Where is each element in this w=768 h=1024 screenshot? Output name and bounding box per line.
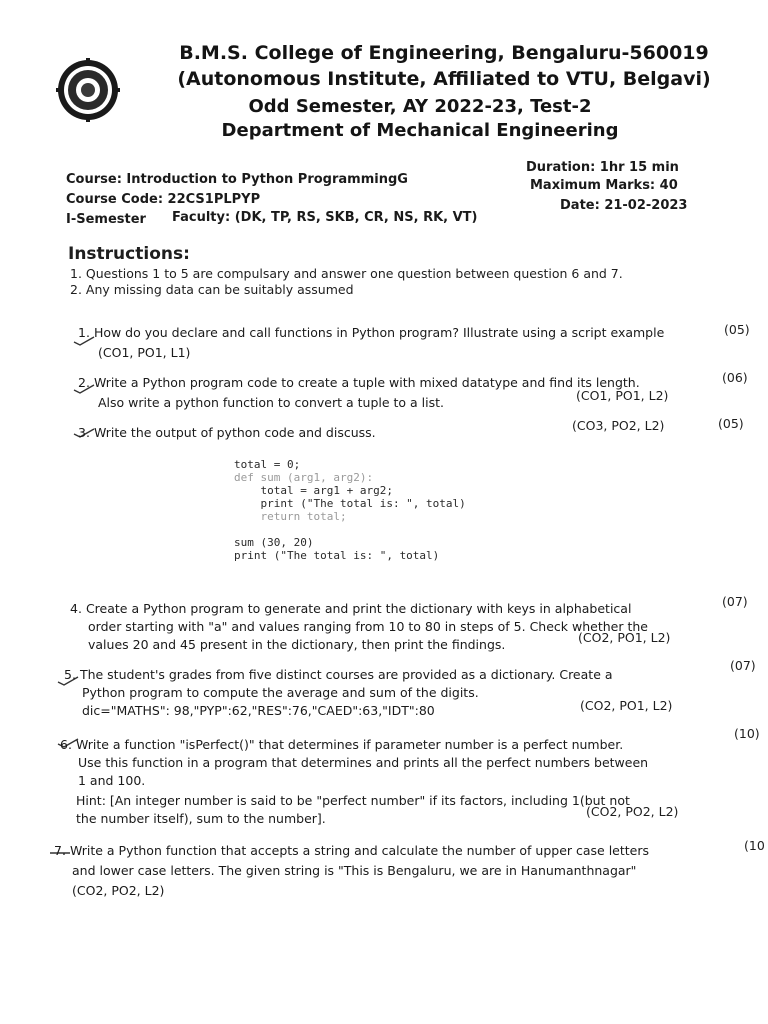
question-number: 3. <box>78 425 90 440</box>
question-co: (CO2, PO2, L2) <box>586 804 679 819</box>
question-co: (CO2, PO1, L2) <box>578 630 671 645</box>
question-marks: (07) <box>722 594 748 609</box>
question-text-continued: values 20 and 45 present in the dictionary, then print the findings. <box>88 637 506 652</box>
question-text: Write a Python function that accepts a string and calculate the number of upper case letters <box>69 843 650 858</box>
code-line: total = 0; <box>234 458 301 471</box>
question-marks: (07) <box>730 658 756 673</box>
question-7 <box>54 842 714 859</box>
question-3 <box>78 424 578 441</box>
code-line: def sum (arg1, arg2): <box>234 471 374 484</box>
semester-label: I-Semester <box>66 212 146 227</box>
question-co: (CO2, PO1, L2) <box>580 698 673 713</box>
faculty-list: Faculty: (DK, TP, RS, SKB, CR, NS, RK, VT) <box>172 210 478 225</box>
semester-title: Odd Semester, AY 2022-23, Test-2 <box>248 96 592 117</box>
question-marks: (05) <box>724 322 750 337</box>
code-snippet <box>234 458 466 562</box>
question-6 <box>60 736 710 753</box>
question-marks: (10 <box>744 838 765 853</box>
question-co: (CO1, PO1, L2) <box>576 388 669 403</box>
question-number: 1. <box>78 325 90 340</box>
question-text: The student's grades from five distinct courses are provided as a dictionary. Create a <box>79 667 613 682</box>
question-text: Write the output of python code and discuss. <box>93 425 376 440</box>
question-co: (CO1, PO1, L1) <box>98 345 191 360</box>
question-number: 6. <box>60 737 72 752</box>
instruction-item: 1. Questions 1 to 5 are compulsary and answer one question between question 6 and 7. <box>70 266 623 281</box>
department-title: Department of Mechanical Engineering <box>221 120 619 141</box>
instructions-title: Instructions: <box>68 244 190 264</box>
maximum-marks: Maximum Marks: 40 <box>530 178 678 193</box>
code-line: print ("The total is: ", total) <box>234 497 466 510</box>
exam-date: Date: 21-02-2023 <box>560 198 688 213</box>
question-5 <box>64 666 704 683</box>
question-number: 2. <box>78 375 90 390</box>
college-name: B.M.S. College of Engineering, Bengaluru-560019 <box>179 42 709 64</box>
course-code: Course Code: 22CS1PLPYP <box>66 192 261 207</box>
question-marks: (05) <box>718 416 744 431</box>
question-text-continued: 1 and 100. <box>78 773 146 788</box>
code-line: return total; <box>234 510 347 523</box>
question-text: How do you declare and call functions in Python program? Illustrate using a script example <box>93 325 665 340</box>
question-text-continued: and lower case letters. The given string is "This is Bengaluru, we are in Hanumanthnagar" <box>72 863 637 878</box>
code-line: sum (30, 20) <box>234 536 314 549</box>
question-co: (CO2, PO2, L2) <box>72 883 165 898</box>
question-4 <box>70 600 700 617</box>
question-hint-continued: the number itself), sum to the number]. <box>76 811 326 826</box>
question-number: 7. <box>54 843 66 858</box>
code-line: print ("The total is: ", total) <box>234 549 440 562</box>
duration: Duration: 1hr 15 min <box>526 160 679 175</box>
instruction-item: 2. Any missing data can be suitably assumed <box>70 282 354 297</box>
question-dictionary: dic="MATHS": 98,"PYP":62,"RES":76,"CAED":63,"IDT":80 <box>82 703 435 718</box>
question-1 <box>78 324 698 341</box>
question-co: (CO3, PO2, L2) <box>572 418 665 433</box>
question-marks: (10) <box>734 726 760 741</box>
code-line: total = arg1 + arg2; <box>234 484 393 497</box>
question-number: 4. <box>70 601 82 616</box>
question-text-continued: order starting with "a" and values ranging from 10 to 80 in steps of 5. Check whether the <box>88 619 648 634</box>
question-text-continued: Python program to compute the average and sum of the digits. <box>82 685 479 700</box>
college-affiliation: (Autonomous Institute, Affiliated to VTU, Belgavi) <box>177 68 711 90</box>
question-marks: (06) <box>722 370 748 385</box>
question-number: 5. <box>64 667 76 682</box>
question-text: Write a function "isPerfect()" that determines if parameter number is a perfect number. <box>75 737 624 752</box>
course-name: Course: Introduction to Python ProgrammingG <box>66 172 408 187</box>
question-text-continued: Use this function in a program that determines and prints all the perfect numbers between <box>78 755 649 770</box>
question-text: Create a Python program to generate and print the dictionary with keys in alphabetical <box>85 601 632 616</box>
question-text: Write a Python program code to create a tuple with mixed datatype and find its length. <box>93 375 640 390</box>
question-hint: Hint: [An integer number is said to be "perfect number" if its factors, including 1(but not <box>76 793 630 808</box>
question-text-continued: Also write a python function to convert a tuple to a list. <box>98 395 445 410</box>
code-blank-line <box>234 523 466 536</box>
